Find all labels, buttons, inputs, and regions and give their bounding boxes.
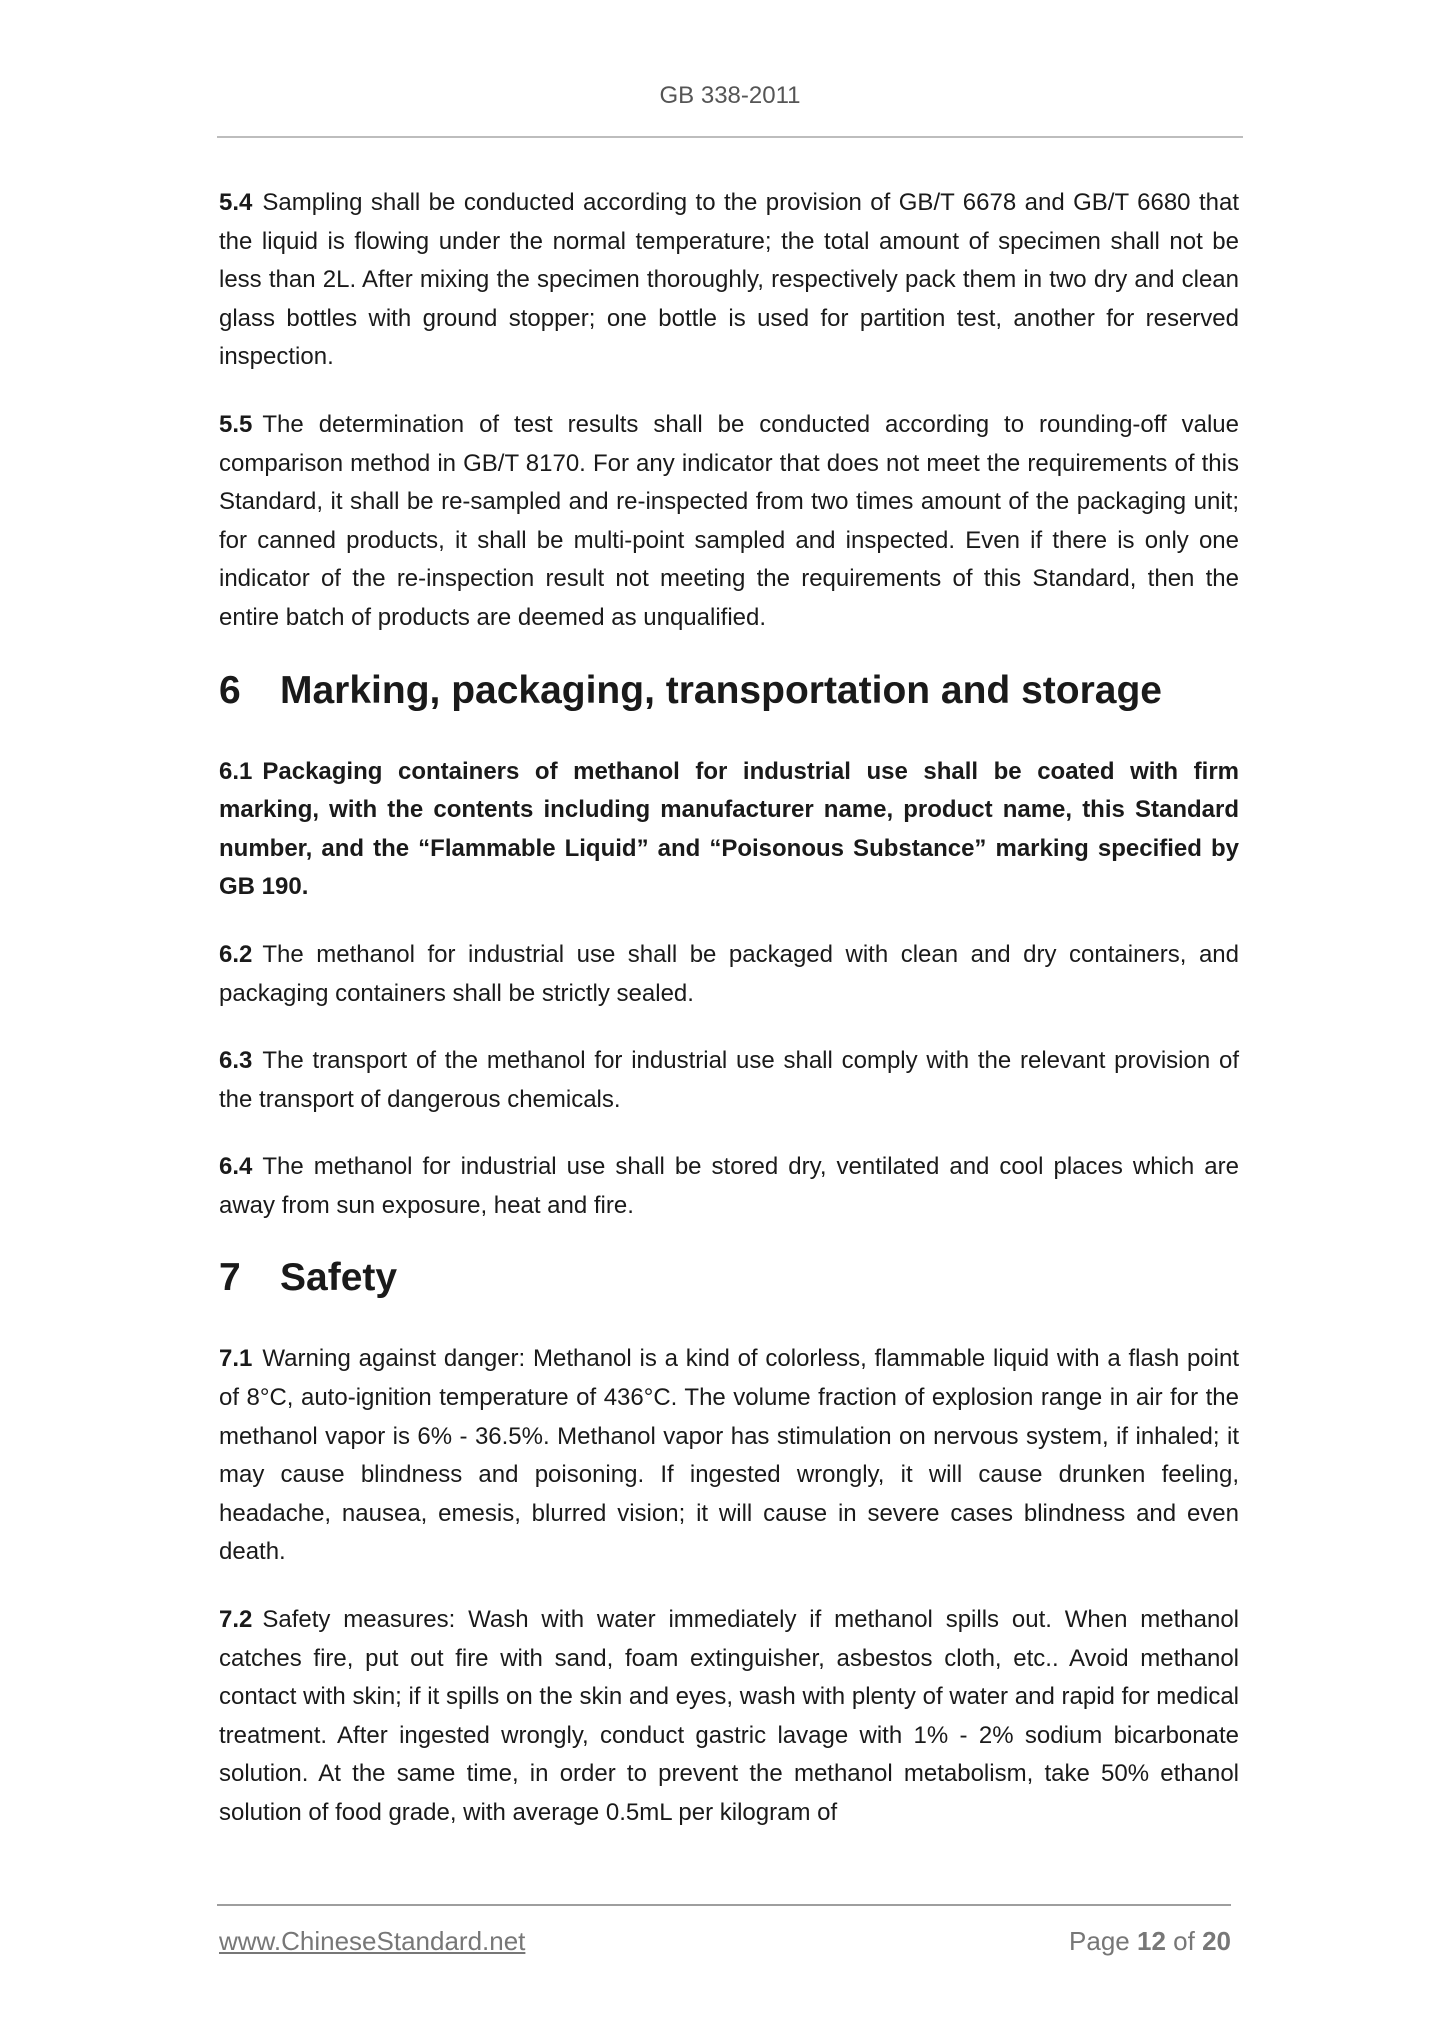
clause-5-5 — [219, 406, 1239, 638]
clause-6-3 — [219, 1042, 1239, 1119]
document-id: GB 338-2011 — [659, 82, 801, 109]
clause-text: Warning against danger: Methanol is a kind of colorless, flammable liquid with a flash point of 8°C, auto-ignition temperature of 436°C. The volume fraction of explosion range in air for the methanol vapor is 6% - 36.5%. Methanol vapor has stimulation on nervous system, if inhaled; it may cause blindness and poisoning. If ingested wrongly, it will cause drunken feeling, headache, nausea, emesis, blurred vision; it will cause in severe cases blindness and even death. — [219, 1345, 1239, 1566]
section-number: 6 — [219, 668, 241, 712]
document-body — [219, 184, 1239, 1862]
clause-text: The transport of the methanol for industrial use shall comply with the relevant provision of the transport of dangerous chemicals. — [219, 1047, 1239, 1113]
footer-divider — [217, 1904, 1231, 1906]
section-heading-6 — [219, 667, 1239, 715]
clause-number: 6.4 — [219, 1153, 253, 1181]
clause-6-4 — [219, 1148, 1239, 1225]
clause-number: 5.4 — [219, 189, 253, 216]
header-divider — [217, 136, 1243, 138]
clause-7-2 — [219, 1601, 1239, 1833]
page-total: 20 — [1202, 1926, 1231, 1956]
page-header — [217, 82, 1243, 110]
page-of: of — [1173, 1926, 1195, 1956]
page-indicator — [1069, 1926, 1231, 1957]
clause-5-4 — [219, 184, 1239, 377]
page-current: 12 — [1137, 1926, 1166, 1956]
clause-number: 5.5 — [219, 410, 253, 438]
clause-number: 6.3 — [219, 1047, 253, 1075]
clause-number: 7.1 — [219, 1345, 253, 1373]
clause-number: 6.1 — [219, 757, 253, 785]
section-title: Safety — [280, 1256, 398, 1300]
clause-text: Sampling shall be conducted according to the provision of GB/T 6678 and GB/T 6680 that the liquid is flowing under the normal temperature; the total amount of specimen shall not be less than 2L. After mixing the specimen thoroughly, respectively pack them in two dry and clean glass bottles with ground stopper; one bottle is used for partition test, another for reserved inspection. — [219, 189, 1239, 371]
clause-number: 7.2 — [219, 1606, 253, 1634]
clause-text: Safety measures: Wash with water immediately if methanol spills out. When methanol catches fire, put out fire with sand, foam extinguisher, asbestos cloth, etc.. Avoid methanol contact with skin; if it spills on the skin and eyes, wash with plenty of water and rapid for medical treatment. After ingested wrongly, conduct gastric lavage with 1% - 2% sodium bicarbonate solution. At the same time, in order to prevent the methanol metabolism, take 50% ethanol solution of food grade, with average 0.5mL per kilogram of — [219, 1606, 1239, 1826]
page-label: Page — [1069, 1926, 1130, 1956]
clause-text: Packaging containers of methanol for industrial use shall be coated with firm marking, with the contents including manufacturer name, product name, this Standard number, and the “Flammable Liquid” and “Poisonous Substance” marking specified by GB 190. — [219, 757, 1239, 901]
section-heading-7 — [219, 1254, 1239, 1302]
clause-6-1 — [219, 753, 1239, 907]
clause-text: The methanol for industrial use shall be packaged with clean and dry containers, and packaging containers shall be strictly sealed. — [219, 940, 1239, 1007]
website-link[interactable]: www.ChineseStandard.net — [219, 1926, 526, 1956]
section-number: 7 — [219, 1256, 241, 1300]
clause-number: 6.2 — [219, 940, 253, 968]
clause-6-2 — [219, 936, 1239, 1013]
clause-7-1 — [219, 1340, 1239, 1572]
section-title: Marking, packaging, transportation and storage — [280, 668, 1162, 712]
clause-text: The determination of test results shall be conducted according to rounding-off value comparison method in GB/T 8170. For any indicator that does not meet the requirements of this Standard, it shall be re-sampled and re-inspected from two times amount of the packaging unit; for canned products, it shall be multi-point sampled and inspected. Even if there is only one indicator of the re-inspection result not meeting the requirements of this Standard, then the entire batch of products are deemed as unqualified. — [219, 410, 1239, 631]
clause-text: The methanol for industrial use shall be stored dry, ventilated and cool places which are away from sun exposure, heat and fire. — [219, 1153, 1239, 1219]
